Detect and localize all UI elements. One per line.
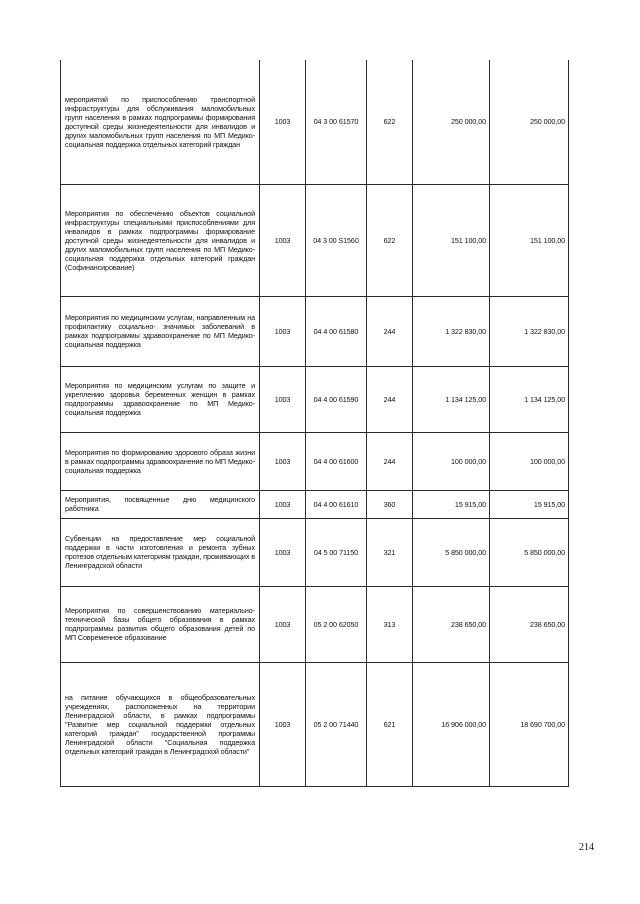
cell-expense-type: 321	[367, 518, 413, 586]
cell-target-article: 05 2 00 71440	[306, 662, 367, 786]
cell-sum-2: 1 322 830,00	[490, 296, 569, 366]
cell-expense-type: 360	[367, 490, 413, 518]
cell-sum-2: 5 850 000,00	[490, 518, 569, 586]
table-row	[61, 662, 569, 786]
cell-section-code: 1003	[260, 432, 306, 490]
cell-sum-1: 16 906 000,00	[413, 662, 490, 786]
budget-table	[60, 60, 569, 787]
cell-section-code: 1003	[260, 60, 306, 184]
cell-section-code: 1003	[260, 662, 306, 786]
cell-sum-1: 250 000,00	[413, 60, 490, 184]
cell-sum-1: 1 322 830,00	[413, 296, 490, 366]
cell-expense-type: 622	[367, 184, 413, 296]
table-row	[61, 296, 569, 366]
cell-name: Мероприятия по медицинским услугам, направленным на профилактику социально- значимых заболеваний в рамках подпрограммы здравоохранение по МП Медико-социальная поддержка	[61, 296, 260, 366]
cell-expense-type: 313	[367, 586, 413, 662]
cell-sum-1: 151 100,00	[413, 184, 490, 296]
cell-target-article: 04 3 00 S1560	[306, 184, 367, 296]
table-row	[61, 518, 569, 586]
cell-sum-2: 250 000,00	[490, 60, 569, 184]
table-row	[61, 60, 569, 184]
page-number: 214	[579, 842, 594, 853]
cell-section-code: 1003	[260, 184, 306, 296]
cell-sum-1: 5 850 000,00	[413, 518, 490, 586]
cell-target-article: 04 5 00 71150	[306, 518, 367, 586]
table-row	[61, 586, 569, 662]
cell-section-code: 1003	[260, 586, 306, 662]
cell-target-article: 04 4 00 61590	[306, 366, 367, 432]
cell-target-article: 04 4 00 61600	[306, 432, 367, 490]
cell-expense-type: 244	[367, 366, 413, 432]
cell-sum-2: 15 915,00	[490, 490, 569, 518]
cell-sum-1: 100 000,00	[413, 432, 490, 490]
cell-name: Мероприятия по обеспечению объектов социальной инфраструктуры специальными приспособлениями для инвалидов в рамках подпрограммы формирование доступной среды жизнедеятельности для инвалидов и других маломобильных групп населения по МП Медико-социальная поддержка отдельных категорий граждан (Софинансирование)	[61, 184, 260, 296]
table-row	[61, 366, 569, 432]
cell-section-code: 1003	[260, 518, 306, 586]
cell-sum-2: 1 134 125,00	[490, 366, 569, 432]
cell-sum-2: 238 650,00	[490, 586, 569, 662]
cell-section-code: 1003	[260, 490, 306, 518]
cell-expense-type: 621	[367, 662, 413, 786]
cell-sum-1: 15 915,00	[413, 490, 490, 518]
cell-name: Субвенции на предоставление мер социальной поддержки в части изготовления и ремонта зубных протезов отдельным категориям граждан, проживающих в Ленинградской области	[61, 518, 260, 586]
cell-section-code: 1003	[260, 296, 306, 366]
cell-target-article: 04 4 00 61610	[306, 490, 367, 518]
cell-target-article: 04 4 00 61580	[306, 296, 367, 366]
table-row	[61, 490, 569, 518]
cell-sum-1: 1 134 125,00	[413, 366, 490, 432]
cell-name: мероприятий по приспособлению транспортной инфраструктуры для обслуживания маломобильных групп населения в рамках подпрограммы формирования доступной среды жизнедеятельности для инвалидов и других маломобильных групп населения по МП Медико-социальная поддержка отдельных категорий граждан	[61, 60, 260, 184]
cell-expense-type: 244	[367, 432, 413, 490]
cell-sum-2: 100 000,00	[490, 432, 569, 490]
table-row	[61, 432, 569, 490]
table-row	[61, 184, 569, 296]
cell-name: Мероприятия по формированию здорового образа жизни в рамках подпрограммы здравоохранение по МП Медико-социальная поддержка	[61, 432, 260, 490]
cell-target-article: 04 3 00 61570	[306, 60, 367, 184]
cell-sum-2: 18 690 700,00	[490, 662, 569, 786]
cell-expense-type: 244	[367, 296, 413, 366]
cell-name: Мероприятия, посвященные дню медицинского работника	[61, 490, 260, 518]
cell-name: Мероприятия по медицинским услугам по защите и укреплению здоровья беременных женщин в рамках подпрограммы здравоохранение по МП Медико-социальная поддержка	[61, 366, 260, 432]
cell-sum-1: 238 650,00	[413, 586, 490, 662]
cell-target-article: 05 2 00 62050	[306, 586, 367, 662]
cell-name: на питание обучающихся в общеобразовательных учреждениях, расположенных на территории Ленинградской области, в рамках подпрограммы "Развитие мер социальной поддержки отдельных категорий граждан" государственной программы Ленинградской области "Социальная поддержка отдельных категорий граждан в Ленинградской области"	[61, 662, 260, 786]
cell-section-code: 1003	[260, 366, 306, 432]
cell-sum-2: 151 100,00	[490, 184, 569, 296]
cell-expense-type: 622	[367, 60, 413, 184]
cell-name: Мероприятия по совершенствованию материально-технической базы общего образования в рамках подпрограммы развития общего образования детей по МП Современное образование	[61, 586, 260, 662]
